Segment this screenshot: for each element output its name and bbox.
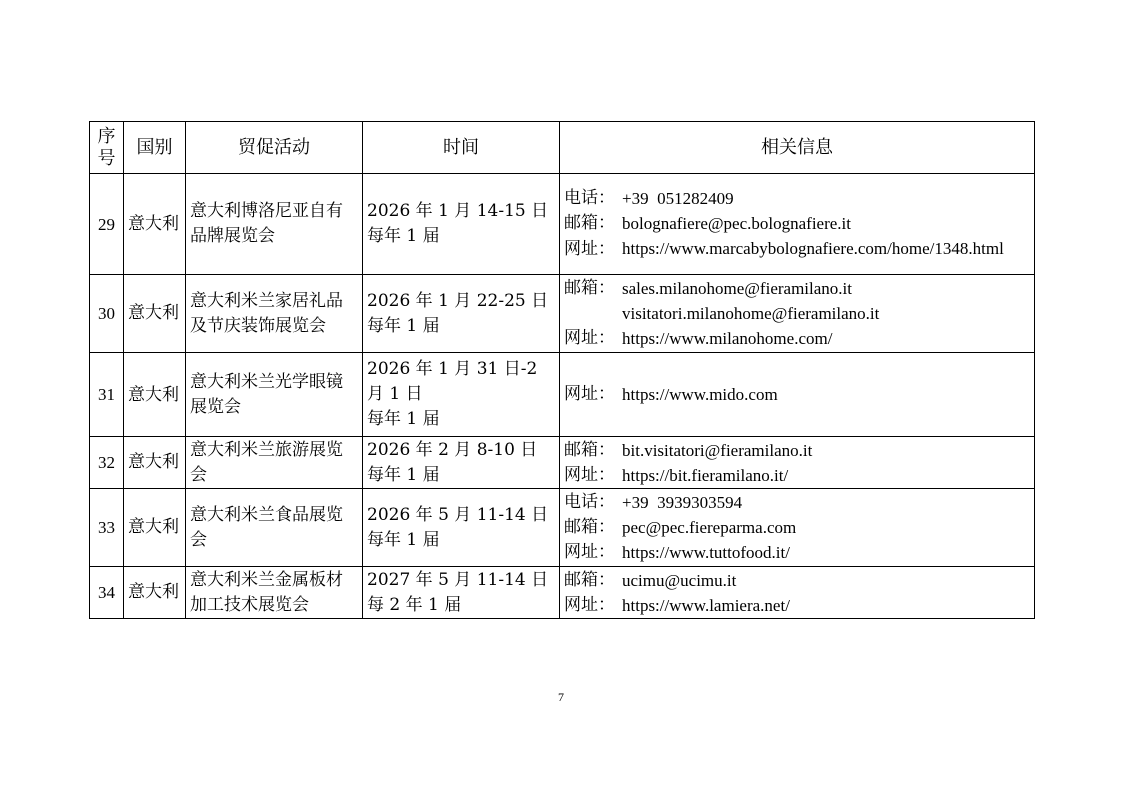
row-date: 2026 年 1 月 22-25 日 xyxy=(367,290,549,311)
row-frequency: 每年 1 届 xyxy=(367,409,440,429)
phone-line xyxy=(564,490,1030,515)
row-country: 意大利 xyxy=(124,275,186,353)
row-date: 2026 年 1 月 14-15 日 xyxy=(367,201,549,221)
email-line xyxy=(564,568,1030,593)
row-num: 34 xyxy=(90,567,124,619)
table-row xyxy=(90,567,1035,619)
email-label: 邮箱： xyxy=(564,439,615,460)
row-frequency: 每年 1 届 xyxy=(367,315,440,336)
web-line xyxy=(564,326,1030,351)
row-date: 2026 年 5 月 11-14 日 xyxy=(367,504,549,525)
row-frequency: 每 2 年 1 届 xyxy=(367,594,462,615)
email-line xyxy=(564,211,1030,236)
web-value[interactable]: https://www.tuttofood.it/ xyxy=(622,543,790,562)
row-num: 33 xyxy=(90,489,124,567)
web-label: 网址： xyxy=(564,384,615,404)
web-line xyxy=(564,540,1030,565)
web-value[interactable]: https://www.milanohome.com/ xyxy=(622,329,833,348)
row-frequency: 每年 1 届 xyxy=(367,464,440,485)
row-frequency: 每年 1 届 xyxy=(367,529,440,550)
web-value[interactable]: https://www.lamiera.net/ xyxy=(622,595,790,615)
email-line xyxy=(564,438,1030,463)
header-time: 时间 xyxy=(363,122,560,174)
phone-label: 电话： xyxy=(564,188,615,208)
header-info: 相关信息 xyxy=(560,122,1035,174)
web-value[interactable]: https://www.marcabybolognafiere.com/home/1348.html xyxy=(622,239,1004,258)
row-activity: 意大利米兰食品展览会 xyxy=(186,489,363,567)
row-num: 29 xyxy=(90,174,124,275)
table-row xyxy=(90,437,1035,489)
row-date: 2026 年 2 月 8-10 日 xyxy=(367,439,538,460)
row-date: 2027 年 5 月 11-14 日 xyxy=(367,569,549,590)
phone-value: +39 051282409 xyxy=(622,189,734,208)
web-line xyxy=(564,382,1030,407)
row-time xyxy=(363,275,560,353)
row-num: 32 xyxy=(90,437,124,489)
row-country: 意大利 xyxy=(124,567,186,619)
web-label: 网址： xyxy=(564,239,615,259)
email-label: 邮箱： xyxy=(564,517,615,537)
web-line xyxy=(564,463,1030,488)
row-frequency: 每年 1 届 xyxy=(367,226,440,246)
row-time xyxy=(363,437,560,489)
row-info xyxy=(560,489,1035,567)
row-time xyxy=(363,174,560,275)
row-activity: 意大利米兰家居礼品及节庆装饰展览会 xyxy=(186,275,363,353)
email-value[interactable]: bolognafiere@pec.bolognafiere.it xyxy=(622,214,852,233)
phone-line xyxy=(564,186,1030,211)
email-value-2[interactable]: visitatori.milanohome@fieramilano.it xyxy=(622,304,880,323)
email-value[interactable]: pec@pec.fiereparma.com xyxy=(622,518,797,537)
email-label: 邮箱： xyxy=(564,278,615,298)
row-country: 意大利 xyxy=(124,174,186,275)
row-country: 意大利 xyxy=(124,353,186,437)
web-value[interactable]: https://www.mido.com xyxy=(622,385,778,404)
row-activity: 意大利米兰光学眼镜展览会 xyxy=(186,353,363,437)
row-country: 意大利 xyxy=(124,489,186,567)
row-info xyxy=(560,353,1035,437)
table-row xyxy=(90,275,1035,353)
email-value[interactable]: bit.visitatori@fieramilano.it xyxy=(622,440,813,460)
web-line xyxy=(564,593,1030,618)
row-time xyxy=(363,353,560,437)
web-line xyxy=(564,236,1030,262)
row-activity: 意大利博洛尼亚自有品牌展览会 xyxy=(186,174,363,275)
row-num: 30 xyxy=(90,275,124,353)
email-line xyxy=(564,276,1030,301)
row-time xyxy=(363,567,560,619)
row-num: 31 xyxy=(90,353,124,437)
table-row xyxy=(90,489,1035,567)
header-num: 序号 xyxy=(90,122,124,174)
table-row xyxy=(90,174,1035,275)
email-value[interactable]: sales.milanohome@fieramilano.it xyxy=(622,279,852,298)
header-row xyxy=(90,122,1035,174)
web-label: 网址： xyxy=(564,328,615,348)
phone-label: 电话： xyxy=(564,492,615,512)
header-country: 国别 xyxy=(124,122,186,174)
row-info xyxy=(560,437,1035,489)
row-info xyxy=(560,275,1035,353)
trade-events-table xyxy=(89,121,1035,619)
web-label: 网址： xyxy=(564,594,615,615)
row-info xyxy=(560,174,1035,275)
web-label: 网址： xyxy=(564,542,615,562)
table-row xyxy=(90,353,1035,437)
email-line-2 xyxy=(564,301,1030,326)
email-value[interactable]: ucimu@ucimu.it xyxy=(622,570,737,590)
web-label: 网址： xyxy=(564,464,615,485)
page-number: 7 xyxy=(558,690,564,704)
row-activity: 意大利米兰金属板材加工技术展览会 xyxy=(186,567,363,619)
email-label: 邮箱： xyxy=(564,213,615,233)
row-time xyxy=(363,489,560,567)
row-info xyxy=(560,567,1035,619)
header-activity: 贸促活动 xyxy=(186,122,363,174)
row-date: 2026 年 1 月 31 日-2 月 1 日 xyxy=(367,359,538,404)
row-activity: 意大利米兰旅游展览会 xyxy=(186,437,363,489)
email-label: 邮箱： xyxy=(564,569,615,590)
row-country: 意大利 xyxy=(124,437,186,489)
email-line xyxy=(564,515,1030,540)
phone-value: +39 3939303594 xyxy=(622,493,743,512)
web-value[interactable]: https://bit.fieramilano.it/ xyxy=(622,465,789,485)
